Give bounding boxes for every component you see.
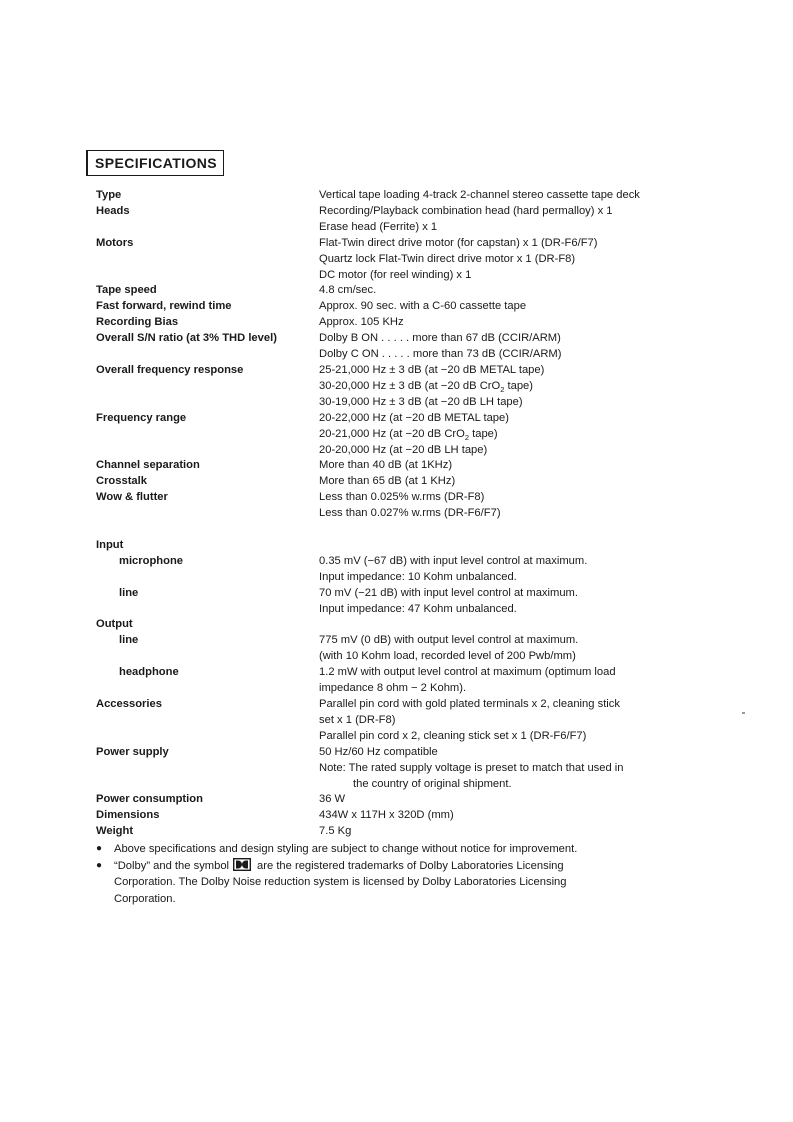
spec-value-line: Flat-Twin direct drive motor (for capstan) x 1 (DR-F6/F7) bbox=[319, 236, 598, 249]
spec-value-line: set x 1 (DR-F8) bbox=[319, 713, 396, 726]
spec-row-type bbox=[96, 188, 676, 204]
spec-sublabel: microphone bbox=[119, 554, 184, 567]
spec-label: Heads bbox=[96, 204, 130, 217]
spec-value-line: 20-20,000 Hz (at −20 dB LH tape) bbox=[319, 443, 488, 456]
spec-value bbox=[319, 633, 676, 665]
spec-value-line: impedance 8 ohm − 2 Kohm). bbox=[319, 682, 467, 695]
spec-value bbox=[319, 411, 676, 459]
spec-value: 7.5 Kg bbox=[319, 825, 352, 838]
spec-value-line: Dolby C ON . . . . . more than 73 dB (CCIR/ARM) bbox=[319, 348, 562, 361]
spec-row-frequency-range bbox=[96, 411, 676, 459]
spec-value-line: 775 mV (0 dB) with output level control at maximum. bbox=[319, 634, 579, 647]
spec-row-channel-separation bbox=[96, 458, 676, 474]
page-title: SPECIFICATIONS bbox=[86, 150, 224, 176]
spec-value-line: Erase head (Ferrite) x 1 bbox=[319, 220, 438, 233]
spec-value-line: 50 Hz/60 Hz compatible bbox=[319, 745, 438, 758]
spec-value-line bbox=[319, 379, 676, 395]
footnote-text-part: are the registered trademarks of Dolby Laboratories Licensing bbox=[257, 859, 564, 872]
spec-row-dimensions bbox=[96, 808, 676, 824]
spec-value bbox=[319, 236, 676, 284]
spec-row-power-consumption bbox=[96, 792, 676, 808]
spec-value-line: Dolby B ON . . . . . more than 67 dB (CCIR/ARM) bbox=[319, 332, 561, 345]
spec-value-line bbox=[319, 427, 676, 443]
spec-label: Accessories bbox=[96, 697, 162, 710]
spec-value: 434W x 117H x 320D (mm) bbox=[319, 809, 454, 822]
spec-value-line: 25-21,000 Hz ± 3 dB (at −20 dB METAL tape) bbox=[319, 363, 545, 376]
footnote-text-part: “Dolby” and the symbol bbox=[114, 859, 230, 872]
spec-text: tape) bbox=[504, 379, 533, 392]
spec-value: Approx. 90 sec. with a C-60 cassette tape bbox=[319, 300, 527, 313]
spec-value bbox=[319, 745, 676, 793]
spec-value: Vertical tape loading 4-track 2-channel stereo cassette tape deck bbox=[319, 189, 640, 201]
footnote-text-line: Corporation. bbox=[114, 892, 176, 905]
spec-value: 36 W bbox=[319, 793, 346, 806]
spec-row-crosstalk bbox=[96, 474, 676, 490]
spacer bbox=[96, 522, 676, 538]
footnote-item bbox=[96, 858, 656, 908]
spec-value-line: Parallel pin cord x 2, cleaning stick set x 1 (DR-F6/F7) bbox=[319, 729, 587, 742]
spec-label: Weight bbox=[96, 825, 134, 838]
spec-value-line: the country of original shipment. bbox=[353, 777, 512, 790]
spec-row-power-supply bbox=[96, 745, 676, 793]
scan-speck bbox=[742, 712, 745, 714]
spec-row-heads bbox=[96, 204, 676, 236]
footnote-item bbox=[96, 841, 656, 858]
spec-value-line: Input impedance: 47 Kohm unbalanced. bbox=[319, 602, 517, 615]
spec-label: Overall frequency response bbox=[96, 363, 244, 376]
spec-value-line: Input impedance: 10 Kohm unbalanced. bbox=[319, 570, 517, 583]
spec-row-recording-bias bbox=[96, 315, 676, 331]
subscript: 2 bbox=[500, 385, 505, 395]
spec-value-line: Quartz lock Flat-Twin direct drive motor x 1 (DR-F8) bbox=[319, 252, 576, 265]
spec-value bbox=[319, 697, 676, 745]
spec-value bbox=[319, 617, 676, 633]
spec-row-output bbox=[96, 617, 676, 633]
footnote-text bbox=[114, 858, 656, 908]
spec-label: Output bbox=[96, 618, 133, 631]
spec-value bbox=[319, 538, 676, 554]
spec-label: Dimensions bbox=[96, 809, 160, 822]
spec-value bbox=[319, 204, 676, 236]
bullet-icon: ● bbox=[96, 843, 103, 854]
spec-value-line: 30-19,000 Hz ± 3 dB (at −20 dB LH tape) bbox=[319, 395, 523, 408]
spec-row-wow-flutter bbox=[96, 490, 676, 522]
spec-value bbox=[319, 331, 676, 363]
spec-label: Crosstalk bbox=[96, 475, 147, 488]
spec-value: More than 40 dB (at 1KHz) bbox=[319, 459, 453, 472]
spec-value bbox=[319, 665, 676, 697]
spec-label: Type bbox=[96, 189, 122, 201]
spec-label: Input bbox=[96, 538, 124, 551]
dolby-logo-icon bbox=[233, 858, 251, 871]
spec-value-line: Note: The rated supply voltage is preset to match that used in bbox=[319, 761, 624, 774]
spec-value-line: Less than 0.025% w.rms (DR-F8) bbox=[319, 491, 485, 504]
footnotes bbox=[96, 841, 656, 907]
spec-value-line: Parallel pin cord with gold plated terminals x 2, cleaning stick bbox=[319, 697, 620, 710]
spec-label: Wow & flutter bbox=[96, 491, 168, 504]
spec-value-line: 1.2 mW with output level control at maximum (optimum load bbox=[319, 666, 616, 679]
spec-row-weight bbox=[96, 824, 676, 840]
footnote-text: Above specifications and design styling are subject to change without notice for improvement. bbox=[114, 843, 578, 855]
spec-sublabel: line bbox=[119, 586, 139, 599]
spec-label: Motors bbox=[96, 236, 134, 249]
spec-value bbox=[319, 490, 676, 522]
spec-row-frequency-response bbox=[96, 363, 676, 411]
spec-value-line: 0.35 mV (−67 dB) with input level control at maximum. bbox=[319, 554, 588, 567]
spec-label: Power supply bbox=[96, 745, 169, 758]
spec-value bbox=[319, 586, 676, 618]
spec-sublabel: headphone bbox=[119, 666, 179, 679]
spec-row-input-microphone bbox=[96, 554, 676, 586]
spec-row-motors bbox=[96, 236, 676, 284]
spec-label: Overall S/N ratio (at 3% THD level) bbox=[96, 332, 277, 345]
spec-value: 4.8 cm/sec. bbox=[319, 284, 377, 297]
spec-value: More than 65 dB (at 1 KHz) bbox=[319, 475, 456, 488]
spec-value-line: 20-22,000 Hz (at −20 dB METAL tape) bbox=[319, 411, 509, 424]
spec-row-output-headphone bbox=[96, 665, 676, 697]
spec-label: Recording Bias bbox=[96, 316, 179, 329]
spec-label: Frequency range bbox=[96, 411, 187, 424]
spec-sublabel: line bbox=[119, 634, 139, 647]
spec-row-fast-forward bbox=[96, 299, 676, 315]
spec-value bbox=[319, 363, 676, 411]
spec-row-input-line bbox=[96, 586, 676, 618]
subscript: 2 bbox=[464, 432, 469, 442]
spec-text: tape) bbox=[469, 427, 498, 440]
spec-value-line: 70 mV (−21 dB) with input level control at maximum. bbox=[319, 586, 578, 599]
footnote-text-line: Corporation. The Dolby Noise reduction system is licensed by Dolby Laboratories Licensing bbox=[114, 876, 567, 888]
spec-value-line: DC motor (for reel winding) x 1 bbox=[319, 268, 472, 281]
spec-value-line: (with 10 Kohm load, recorded level of 200 Pwb/mm) bbox=[319, 650, 576, 663]
spec-text: 20-21,000 Hz (at −20 dB CrO bbox=[319, 427, 465, 440]
spec-label: Channel separation bbox=[96, 459, 200, 472]
spec-label: Tape speed bbox=[96, 284, 157, 297]
spec-text: 30-20,000 Hz ± 3 dB (at −20 dB CrO bbox=[319, 379, 501, 392]
spec-row-output-line bbox=[96, 633, 676, 665]
bullet-icon: ● bbox=[96, 859, 103, 871]
spec-value-line: Less than 0.027% w.rms (DR-F6/F7) bbox=[319, 507, 501, 520]
spec-row-sn-ratio bbox=[96, 331, 676, 363]
spec-label: Fast forward, rewind time bbox=[96, 300, 232, 313]
spec-value: Approx. 105 KHz bbox=[319, 316, 404, 329]
spec-value bbox=[319, 554, 676, 586]
spec-row-tape-speed bbox=[96, 283, 676, 299]
spec-label: Power consumption bbox=[96, 793, 203, 806]
spec-row-accessories bbox=[96, 697, 676, 745]
spec-value-line: Recording/Playback combination head (hard permalloy) x 1 bbox=[319, 204, 613, 217]
spec-row-input bbox=[96, 538, 676, 554]
specifications-table bbox=[96, 188, 676, 840]
